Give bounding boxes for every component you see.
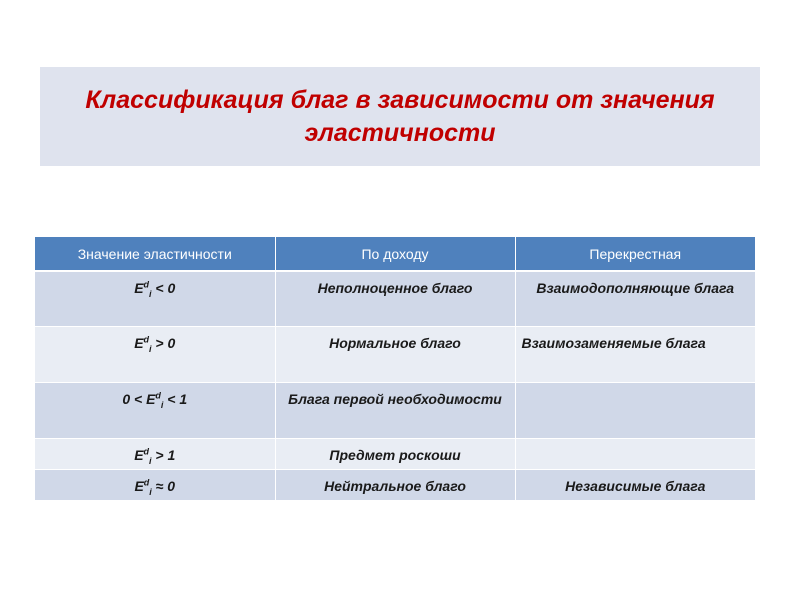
elasticity-sub: i bbox=[149, 486, 152, 497]
elasticity-symbol: E bbox=[134, 446, 144, 463]
header-by-income: По доходу bbox=[275, 237, 515, 271]
income-cell: Предмет роскоши bbox=[275, 438, 515, 469]
elasticity-symbol: E bbox=[134, 280, 144, 296]
elasticity-value-cell bbox=[35, 469, 275, 500]
elasticity-sup: d bbox=[155, 389, 161, 400]
elasticity-value-cell bbox=[35, 271, 275, 326]
elasticity-value-cell bbox=[35, 382, 275, 438]
cross-cell bbox=[515, 382, 755, 438]
cross-cell bbox=[515, 438, 755, 469]
value-suffix: > 0 bbox=[151, 334, 176, 351]
table-row bbox=[35, 382, 755, 438]
value-suffix: > 1 bbox=[151, 446, 176, 463]
cross-cell: Взаимодополняющие блага bbox=[515, 271, 755, 326]
elasticity-value-cell bbox=[35, 326, 275, 382]
cross-cell: Взаимозаменяемые блага bbox=[515, 326, 755, 382]
elasticity-sub: i bbox=[149, 455, 152, 466]
table-row bbox=[35, 271, 755, 326]
elasticity-sup: d bbox=[143, 445, 150, 456]
elasticity-sup: d bbox=[143, 333, 150, 344]
elasticity-table bbox=[35, 237, 755, 501]
table-row bbox=[35, 469, 755, 500]
value-prefix: 0 < bbox=[122, 390, 147, 407]
elasticity-sub: i bbox=[149, 288, 152, 299]
income-cell: Нормальное благо bbox=[275, 326, 515, 382]
elasticity-symbol: E bbox=[146, 390, 156, 407]
header-elasticity-value: Значение эластичности bbox=[35, 237, 275, 271]
elasticity-sub: i bbox=[149, 343, 152, 354]
slide-title: Классификация благ в зависимости от значения эластичности bbox=[85, 85, 715, 147]
elasticity-sub: i bbox=[160, 399, 164, 410]
value-suffix: ≈ 0 bbox=[151, 477, 176, 494]
value-suffix: < 1 bbox=[163, 390, 188, 407]
table-header-row bbox=[35, 237, 755, 271]
table-row bbox=[35, 326, 755, 382]
elasticity-sup: d bbox=[143, 279, 150, 290]
title-box bbox=[40, 67, 760, 166]
table-row bbox=[35, 438, 755, 469]
elasticity-symbol: E bbox=[134, 334, 144, 351]
income-cell: Нейтральное благо bbox=[275, 469, 515, 500]
elasticity-symbol: E bbox=[134, 477, 144, 494]
value-suffix: < 0 bbox=[151, 280, 176, 296]
cross-cell: Независимые блага bbox=[515, 469, 755, 500]
header-cross: Перекрестная bbox=[515, 237, 755, 271]
income-cell: Блага первой необходимости bbox=[275, 382, 515, 438]
elasticity-value-cell bbox=[35, 438, 275, 469]
income-cell: Неполноценное благо bbox=[275, 271, 515, 326]
elasticity-sup: d bbox=[143, 476, 150, 487]
